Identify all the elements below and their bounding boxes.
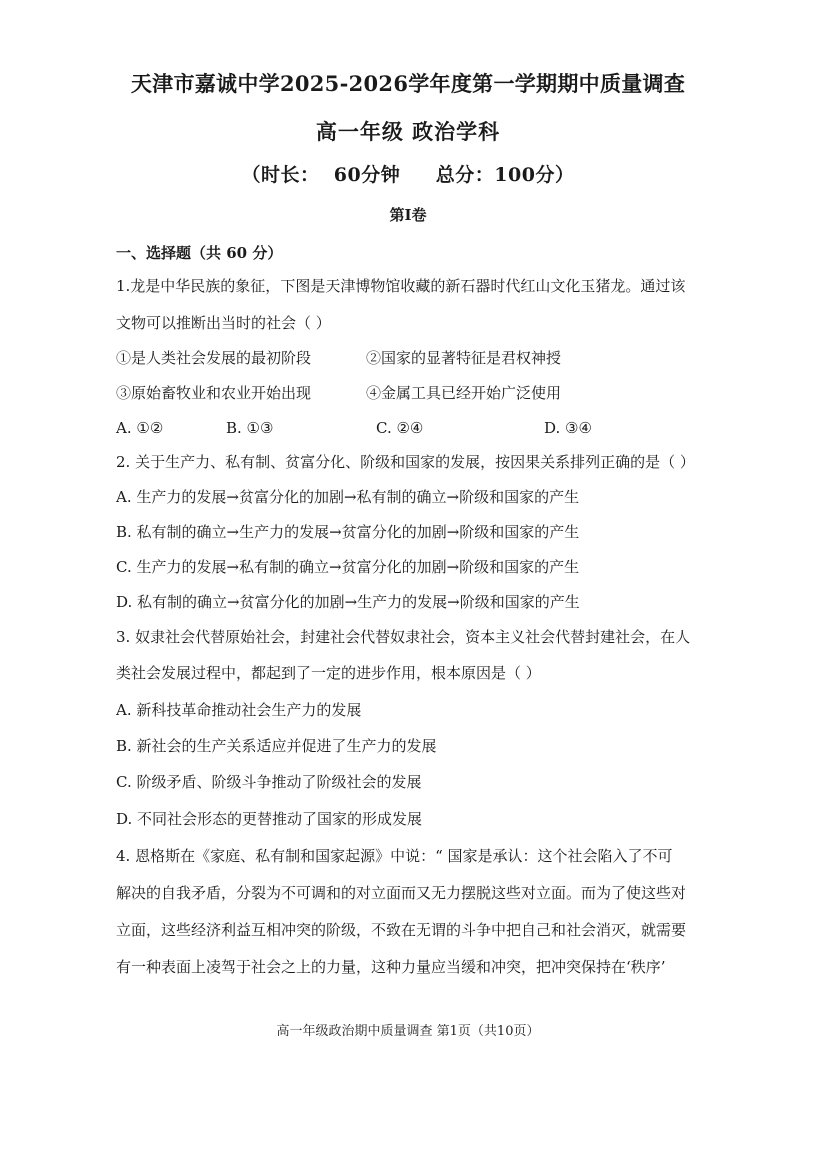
q1-option-1: ①是人类社会发展的最初阶段 (116, 349, 312, 367)
q3-choice-d: D. 不同社会形态的更替推动了国家的形成发展 (116, 810, 423, 828)
q2-choice-c: C. 生产力的发展→私有制的确立→贫富分化的加剧→阶级和国家的产生 (116, 558, 580, 576)
q1-choice-b: B. ①③ (226, 419, 274, 437)
q1-option-4: ④金属工具已经开始广泛使用 (366, 384, 562, 402)
q1-stem-line1: 1.龙是中华民族的象征，下图是天津博物馆收藏的新石器时代红山文化玉猪龙。通过该 (116, 277, 686, 295)
q1-option-2: ②国家的显著特征是君权神授 (366, 349, 562, 367)
q1-choice-d: D. ③④ (544, 419, 592, 437)
q2-choice-a: A. 生产力的发展→贫富分化的加剧→私有制的确立→阶级和国家的产生 (116, 488, 580, 506)
q1-choice-c: C. ②④ (376, 419, 424, 437)
exam-subtitle: 高一年级 政治学科 (315, 119, 501, 144)
q1-stem-line2: 文物可以推断出当时的社会（ ） (116, 314, 331, 332)
q3-choice-c: C. 阶级矛盾、阶级斗争推动了阶级社会的发展 (116, 773, 422, 791)
q2-stem: 2. 关于生产力、私有制、贫富分化、阶级和国家的发展，按因果关系排列正确的是（ ） (116, 453, 695, 471)
q4-line2: 解决的自我矛盾，分裂为不可调和的对立面而又无力摆脱这些对立面。而为了使这些对 (116, 884, 687, 902)
q1-option-3: ③原始畜牧业和农业开始出现 (116, 384, 312, 402)
q4-line4: 有一种表面上凌驾于社会之上的力量，这种力量应当缓和冲突，把冲突保持在‘秩序’ (116, 958, 666, 976)
q3-choice-a: A. 新科技革命推动社会生产力的发展 (116, 701, 362, 719)
q3-choice-b: B. 新社会的生产关系适应并促进了生产力的发展 (116, 737, 437, 755)
q2-choice-d: D. 私有制的确立→贫富分化的加剧→生产力的发展→阶级和国家的产生 (116, 593, 580, 611)
q3-stem-line2: 类社会发展过程中，都起到了一定的进步作用，根本原因是（ ） (116, 664, 541, 682)
q4-line1: 4. 恩格斯在《家庭、私有制和国家起源》中说：“ 国家是承认：这个社会陷入了不可 (116, 847, 673, 865)
exam-title: 天津市嘉诚中学2025-2026学年度第一学期期中质量调查 (130, 71, 686, 96)
section-heading: 一、选择题（共 60 分） (116, 244, 283, 262)
q1-choice-a: A. ①② (116, 419, 164, 437)
volume-label: 第Ⅰ卷 (389, 206, 427, 224)
exam-duration: （时长： 60分钟 总分：100分） (241, 164, 575, 186)
q2-choice-b: B. 私有制的确立→生产力的发展→贫富分化的加剧→阶级和国家的产生 (116, 523, 580, 541)
q3-stem-line1: 3. 奴隶社会代替原始社会，封建社会代替奴隶社会，资本主义社会代替封建社会，在人 (116, 628, 691, 646)
page-footer: 高一年级政治期中质量调查 第1页（共10页） (276, 1024, 540, 1039)
q4-line3: 立面，这些经济利益互相冲突的阶级，不致在无谓的斗争中把自己和社会消灭，就需要 (116, 921, 687, 939)
